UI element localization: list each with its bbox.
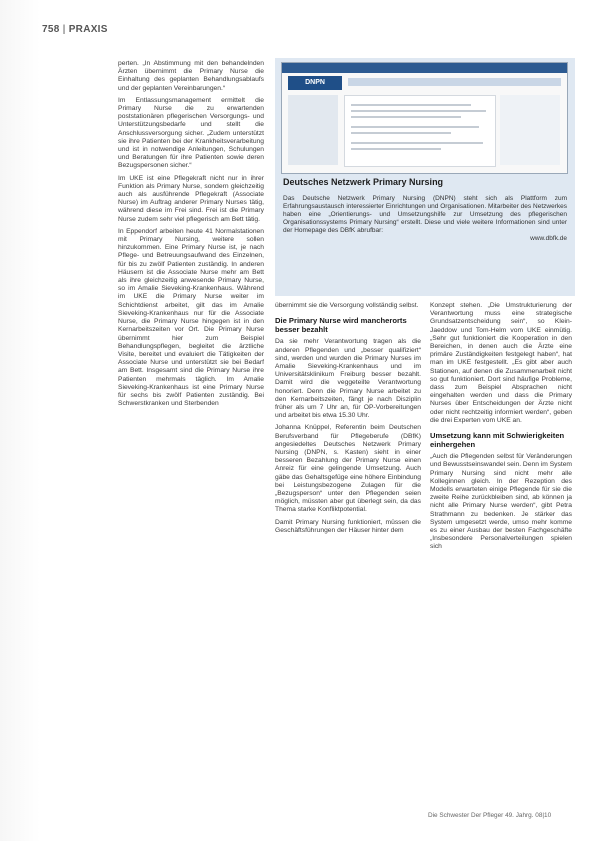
box-url: www.dbfk.de [530, 235, 567, 242]
site-right-panel [500, 95, 560, 165]
paragraph: Damit Primary Nursing funktioniert, müssen die Geschäftsführungen der Häuser hinter dem [275, 518, 421, 534]
site-nav [348, 78, 561, 86]
paragraph: Konzept stehen. „Die Umstrukturierung der Verantwortung muss eine strategische Grundsatzentscheidung sein“, so Klein-Jaeddow und Tom-Helm vom UKE einmütig. „Sehr gut funktioniert die Kooperation in den Bereichen, in denen auch die Ärzte eine primäre Zuständigkeiten festgelegt haben“, hat man im UKE festgestellt. „Es gibt aber auch Stationen, auf denen die Zusammenarbeit nicht so gut funktioniert. Dort sind häufige Probleme, dass zum Beispiel Absprachen nicht eingehalten werden und dass die Primary Nurses über Entscheidungen der Ärzte nicht oder nicht rechtzeitig informiert werden“, geben die drei Experten vom UKE an. [430, 302, 572, 424]
subheading: Die Primary Nurse wird mancherorts besser bezahlt [275, 316, 407, 334]
site-content [344, 95, 496, 167]
website-screenshot [281, 62, 568, 174]
column-3 [430, 302, 572, 556]
subheading: Umsetzung kann mit Schwierigkeiten einhergehen [430, 431, 565, 449]
paragraph: übernimmt sie die Versorgung vollständig selbst. [275, 302, 419, 309]
site-topbar [282, 63, 567, 73]
site-logo: DNPN [288, 76, 342, 90]
site-sidebar [288, 95, 338, 165]
info-box [275, 58, 575, 296]
paragraph: Im UKE ist eine Pflegekraft nicht nur in ihrer Funktion als Primary Nurse, sondern gleichzeitig auch als ausführende Pflegekraft (Associate Nurse) im Auftrag anderer Primary Nurses tätig, während diese im Frei sind. Frei ist die Primary Nurse zudem sehr viel pflegerisch am Bett tätig. [118, 174, 264, 223]
paragraph: Johanna Knüppel, Referentin beim Deutschen Berufsverband für Pflegeberufe (DBfK) angesiedeltes Deutsches Netzwerk Primary Nursing (DNPN, s. Kasten) sieht in einer besseren Bezahlung der Primary Nurse einen Anreiz für eine gelingende Umsetzung. Auch gäbe das Gehaltsgefüge eine höhere Einbindung bei Leistungsbezogene Zulagen für die „Bezugsperson“ unter den Pflegenden seien möglich, müssten aber gut überlegt sein, da das Thema starke Konfliktpotential. [275, 424, 421, 514]
section-name: PRAXIS [68, 24, 108, 35]
paragraph: „Auch die Pflegenden selbst für Veränderungen und Bewusstseinswandel sein. Denn im System Primary Nursing sind nicht mehr alle Kolleginnen gleich. In der Rezeption des Modells erwarteten einige Pflegende für sie die zweite Reihe zurückbleiben sind, ab können ja nicht alle Primary Nurse werden“, gibt Petra Strathmann zu bedenken. Je stärker das System umgesetzt werde, umso mehr komme es zu einer Ausbau der besten Fachgeschäfte „Insbesondere Personalverteilungen spielen sich [430, 453, 572, 551]
column-2 [275, 302, 421, 539]
page-number: 758 [42, 24, 60, 35]
paragraph: Im Entlassungsmanagement ermittelt die Primary Nurse die zu erwartenden poststationären pflegerischen Versorgungs- und Unterstützungsbedarfe und stellt die Anschlussversorgung sicher. „Zudem unterstützt sie ihre Patienten bei der Krankheitsverarbeitung und ist in notwendige Anleitungen, Schulungen und Beratungen für ihre Patienten sowie deren Bezugspersonen sicher.“ [118, 96, 264, 170]
page-header [42, 24, 108, 35]
box-text [283, 195, 567, 243]
box-title: Deutsches Netzwerk Primary Nursing [283, 177, 444, 187]
header-separator: | [62, 24, 66, 35]
paragraph: perten. „In Abstimmung mit den behandelnden Ärzten übernimmt die Primary Nurse die Einhaltung des geplanten Behandlungsablaufs und der geplanten Vereinbarungen.“ [118, 60, 264, 92]
column-1 [118, 60, 264, 412]
paragraph: In Eppendorf arbeiten heute 41 Normalstationen mit Primary Nursing, weitere sollen hinzukommen. Eine Primary Nurse ist, je nach Pflege- und Betreuungsaufwand des Einzelnen, für bis zu zwölf Patienten zuständig. In anderen Häusern ist die Associate Nurse mehr am Bett als ihre gleichzeitig anwesende Primary Nurse, so im Amalie Sieveking-Krankenhaus. Während im UKE die Primary Nurse weiter im Schichtdienst arbeitet, gilt das im Amalie Sieveking-Krankenhaus nur für die Associate Nurse, die Primary Nurse hingegen ist in den Kernarbeitszeiten vor Ort. Die Primary Nurse übernimmt hier zum Beispiel Behandlungspflegen, begleitet die ärztliche Visite, bereitet und evaluiert die Tätigkeiten der Associate Nurse und unterstützt sie bei Bedarf am Bett. Insgesamt sind die Primary Nurse ihre Patienten mehrmals täglich. Im Amalie Sieveking-Krankenhaus ist eine Primary Nurse für sechs bis zwölf Patienten zuständig. Bei Schwerstkranken und Sterbenden [118, 227, 264, 408]
box-description: Das Deutsche Netzwerk Primary Nursing (DNPN) steht sich als Plattform zum Erfahrungsaustausch interessierter Einrichtungen und Organisationen. Mitarbeiter des Netzwerkes haben eine „Orientierungs- und Umsetzungshilfe zur Umsetzung des pflegerischen Organisationssystems Primary Nursing“ erstellt. Diese und viele weitere Informationen sind unter der Homepage des DBfK abrufbar: [283, 195, 567, 234]
paragraph: Da sie mehr Verantwortung tragen als die anderen Pflegenden und „besser qualifiziert“ sind, werden und wurden die Primary Nurses im Amalie Sieveking-Krankenhaus und im Universitätsklinikum Freiburg besser bezahlt. Damit wird die veggeteilte Verantwortung honoriert. Denn die Primary Nurse arbeitet zu den Kernarbeitszeiten, fängt je nach Disziplin früher als um 7 Uhr an, für OP-Vorbereitungen und arbeitet bis etwa 15.30 Uhr. [275, 338, 421, 420]
page-footer: Die Schwester Der Pfleger 49. Jahrg. 08|10 [428, 812, 552, 819]
